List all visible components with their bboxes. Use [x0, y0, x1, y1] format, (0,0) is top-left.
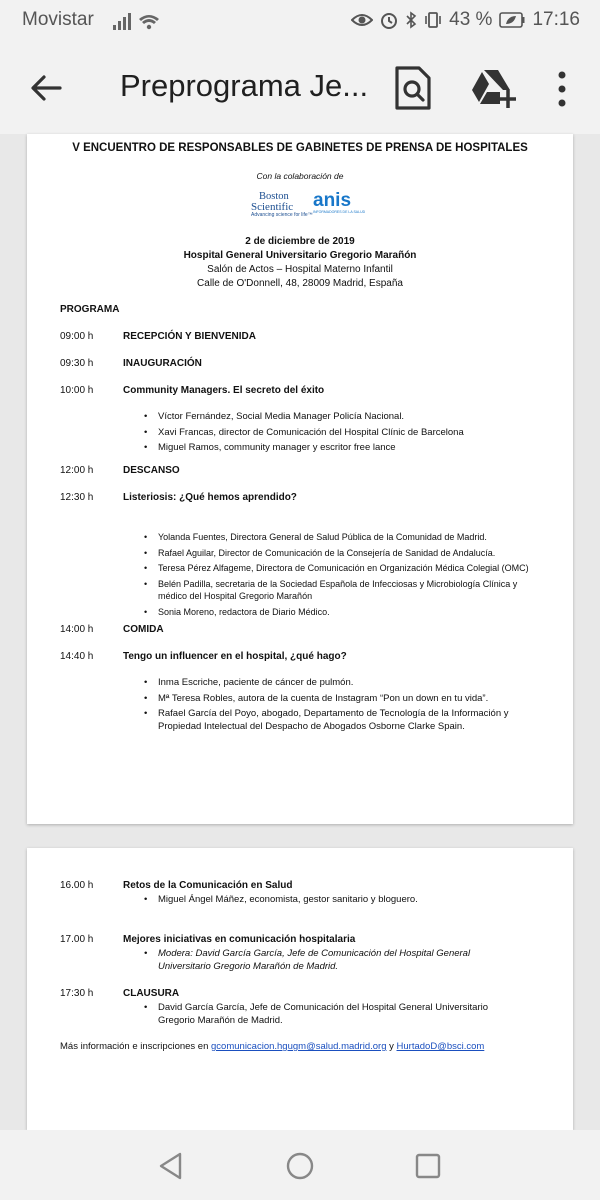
- event-room: Salón de Actos – Hospital Materno Infantil: [207, 264, 393, 275]
- email-link-comunicacion[interactable]: gcomunicacion.hgugm@salud.madrid.org: [211, 1041, 387, 1052]
- agenda-time: 17:30 h: [60, 988, 94, 999]
- speaker-list: [144, 948, 514, 976]
- program-heading: PROGRAMA: [60, 304, 120, 315]
- footer-info: [60, 1041, 484, 1052]
- document-page-1: [27, 134, 573, 824]
- footer-prefix: Más información e inscripciones en: [60, 1041, 212, 1052]
- signal-icon: [113, 11, 161, 31]
- agenda-title: DESCANSO: [123, 465, 180, 476]
- document-heading: V ENCUENTRO DE RESPONSABLES DE GABINETES DE PRENSA DE HOSPITALES: [72, 142, 528, 154]
- agenda-time: 10:00 h: [60, 385, 94, 396]
- agenda-title: RECEPCIÓN Y BIENVENIDA: [123, 331, 256, 342]
- event-date: 2 de diciembre de 2019: [245, 236, 355, 247]
- boston-scientific-logo: [251, 192, 313, 222]
- agenda-time: 12:30 h: [60, 492, 94, 503]
- speaker-list: [144, 894, 544, 910]
- agenda-time: 16.00 h: [60, 880, 94, 891]
- speaker-list: [144, 1002, 514, 1030]
- speaker-item: • Xavi Francas, director de Comunicación del Hospital Clínic de Barcelona: [144, 427, 544, 440]
- agenda-time: 09:30 h: [60, 358, 94, 369]
- alarm-icon: [380, 11, 398, 29]
- agenda-title: Community Managers. El secreto del éxito: [123, 385, 325, 396]
- nav-recents-icon[interactable]: [415, 1153, 441, 1179]
- agenda-time: 14:40 h: [60, 651, 94, 662]
- battery-icon: [499, 12, 525, 28]
- logo-boston-tagline: Advancing science for life™: [251, 212, 313, 218]
- agenda-time: 09:00 h: [60, 331, 94, 342]
- document-title: Preprograma Je...: [120, 68, 369, 103]
- agenda-title: Mejores iniciativas en comunicación hospitalaria: [123, 934, 356, 945]
- battery-level: 43 %: [449, 9, 493, 30]
- agenda-time: 14:00 h: [60, 624, 94, 635]
- agenda-time: 17.00 h: [60, 934, 94, 945]
- system-navigation-bar: [0, 1130, 600, 1200]
- logo-boston-word: Boston: [259, 191, 289, 202]
- nav-back-icon[interactable]: [158, 1152, 184, 1180]
- speaker-item: • Miguel Ramos, community manager y escritor free lance: [144, 442, 544, 455]
- speaker-item: • Modera: David García García, Jefe de Comunicación del Hospital General Universitario Gregorio Marañón de Madrid.: [144, 948, 514, 973]
- speaker-list: [144, 531, 544, 621]
- collaboration-text: Con la colaboración de: [256, 171, 344, 181]
- eye-icon: [351, 12, 373, 28]
- document-page-2: [27, 848, 573, 1130]
- logo-scientific-word: Scientific: [251, 201, 294, 213]
- agenda-time: 12:00 h: [60, 465, 94, 476]
- logo-anis-subtitle: INFORMADORES DE LA SALUD: [313, 210, 366, 214]
- vibrate-icon: [424, 11, 442, 29]
- speaker-item: • Inma Escriche, paciente de cáncer de pulmón.: [144, 677, 534, 690]
- clock: 17:16: [532, 9, 580, 30]
- speaker-item: • Sonia Moreno, redactora de Diario Médico.: [144, 606, 544, 619]
- carrier-name: Movistar: [22, 9, 94, 30]
- speaker-item: • Víctor Fernández, Social Media Manager Policía Nacional.: [144, 411, 544, 424]
- nav-home-icon[interactable]: [286, 1152, 314, 1180]
- speaker-item: • Teresa Pérez Alfageme, Directora de Comunicación en Organización Médica Colegial (OMC): [144, 562, 544, 575]
- agenda-title: COMIDA: [123, 624, 164, 635]
- speaker-item: • Belén Padilla, secretaria de la Sociedad Española de Infecciosas y Microbiología Clínica y médico del Hospital Gregorio Marañón: [144, 578, 544, 603]
- bluetooth-icon: [405, 11, 417, 29]
- status-bar: [0, 0, 600, 42]
- agenda-title: Listeriosis: ¿Qué hemos aprendido?: [123, 492, 297, 503]
- agenda-title: CLAUSURA: [123, 988, 180, 999]
- email-link-hurtado[interactable]: HurtadoD@bsci.com: [396, 1041, 485, 1052]
- speaker-item: • Rafael García del Poyo, abogado, Departamento de Tecnología de la Información y Propiedad Intelectual del Despacho de Abogados Osborne Clarke Spain.: [144, 708, 534, 733]
- logo-anis-word: anis: [313, 190, 352, 211]
- anis-logo: [313, 190, 366, 222]
- back-arrow-icon[interactable]: [28, 70, 64, 106]
- more-options-icon[interactable]: [558, 70, 566, 108]
- agenda-title: Tengo un influencer en el hospital, ¿qué hago?: [123, 651, 347, 662]
- event-venue: Hospital General Universitario Gregorio Marañón: [183, 250, 417, 261]
- speaker-item: • David García García, Jefe de Comunicación del Hospital General Universitario Gregorio Marañón de Madrid.: [144, 1002, 514, 1027]
- speaker-item: • Yolanda Fuentes, Directora General de Salud Pública de la Comunidad de Madrid.: [144, 531, 544, 544]
- speaker-list: [144, 677, 534, 736]
- speaker-item: • Rafael Aguilar, Director de Comunicación de la Consejería de Sanidad de Andalucía.: [144, 547, 544, 560]
- speaker-list: [144, 411, 544, 458]
- speaker-item: • Mª Teresa Robles, autora de la cuenta de Instagram “Pon un down en tu vida”.: [144, 693, 534, 706]
- search-in-document-icon[interactable]: [393, 66, 433, 110]
- agenda-title: INAUGURACIÓN: [123, 358, 202, 369]
- add-to-drive-icon[interactable]: [470, 68, 516, 110]
- app-bar: [0, 42, 600, 134]
- footer-connector: y: [386, 1041, 397, 1052]
- speaker-item: • Miguel Ángel Máñez, economista, gestor sanitario y bloguero.: [144, 894, 544, 907]
- event-address: Calle de O'Donnell, 48, 28009 Madrid, España: [197, 278, 403, 289]
- agenda-title: Retos de la Comunicación en Salud: [123, 880, 293, 891]
